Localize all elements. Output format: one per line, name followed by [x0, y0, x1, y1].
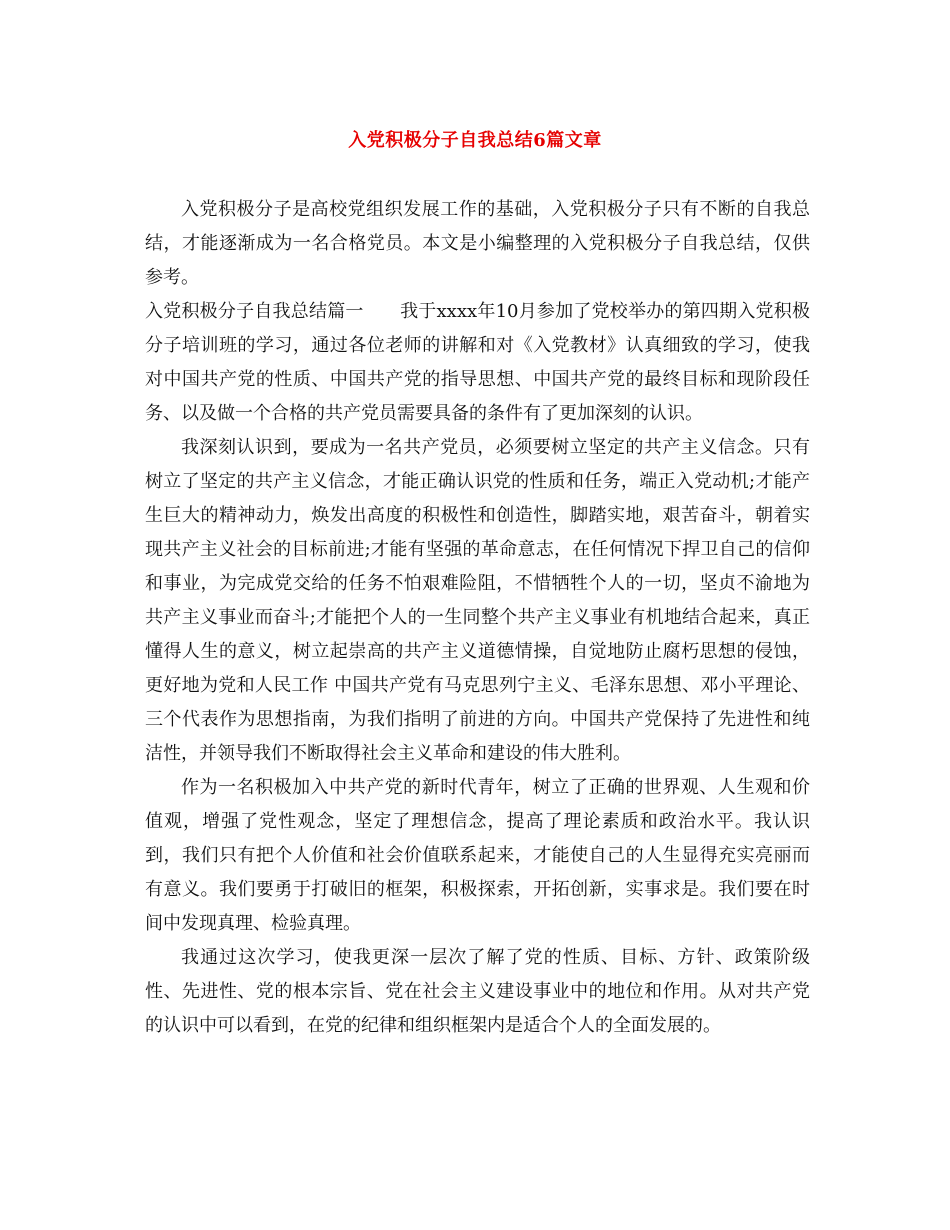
paragraph-section-one: 入党积极分子自我总结篇一 我于xxxx年10月参加了党校举办的第四期入党积极分子培训班的学习，通过各位老师的讲解和对《入党教材》认真细致的学习，使我对中国共产党的性质、中国共产党的指导思想、中国共产党的最终目标和现阶段任务、以及做一个合格的共产党员需要具备的条件有了更加深刻的认识。 [145, 301, 810, 424]
paragraph-belief: 我深刻认识到，要成为一名共产党员，必须要树立坚定的共产主义信念。只有树立了坚定的共产主义信念，才能正确认识党的性质和任务，端正入党动机;才能产生巨大的精神动力，焕发出高度的积极性和创造性，脚踏实地，艰苦奋斗，朝着实现共产主义社会的目标前进;才能有坚强的革命意志，在任何情况下捍卫自己的信仰和事业，为完成党交给的任务不怕艰难险阻，不惜牺牲个人的一切，坚贞不渝地为共产主义事业而奋斗;才能把个人的一生同整个共产主义事业有机地结合起来，真正懂得人生的意义，树立起崇高的共产主义道德情操，自觉地防止腐朽思想的侵蚀，更好地为党和人民工作 中国共产党有马克思列宁主义、毛泽东思想、邓小平理论、三个代表作为思想指南，为我们指明了前进的方向。中国共产党保持了先进性和纯洁性，并领导我们不断取得社会主义革命和建设的伟大胜利。 [145, 437, 810, 764]
document-body [145, 193, 810, 1043]
document-title: 入党积极分子自我总结6篇文章 [348, 130, 602, 151]
paragraph-study: 我通过这次学习，使我更深一层次了解了党的性质、目标、方针、政策阶级性、先进性、党的根本宗旨、党在社会主义建设事业中的地位和作用。从对共产党的认识中可以看到，在党的纪律和组织框架内是适合个人的全面发展的。 [145, 947, 810, 1036]
paragraph-intro: 入党积极分子是高校党组织发展工作的基础，入党积极分子只有不断的自我总结，才能逐渐成为一名合格党员。本文是小编整理的入党积极分子自我总结，仅供参考。 [145, 199, 810, 288]
paragraph-youth: 作为一名积极加入中共产党的新时代青年，树立了正确的世界观、人生观和价值观，增强了党性观念，坚定了理想信念，提高了理论素质和政治水平。我认识到，我们只有把个人价值和社会价值联系起来，才能使自己的人生显得充实亮丽而有意义。我们要勇于打破旧的框架，积极探索，开拓创新，实事求是。我们要在时间中发现真理、检验真理。 [145, 777, 810, 934]
